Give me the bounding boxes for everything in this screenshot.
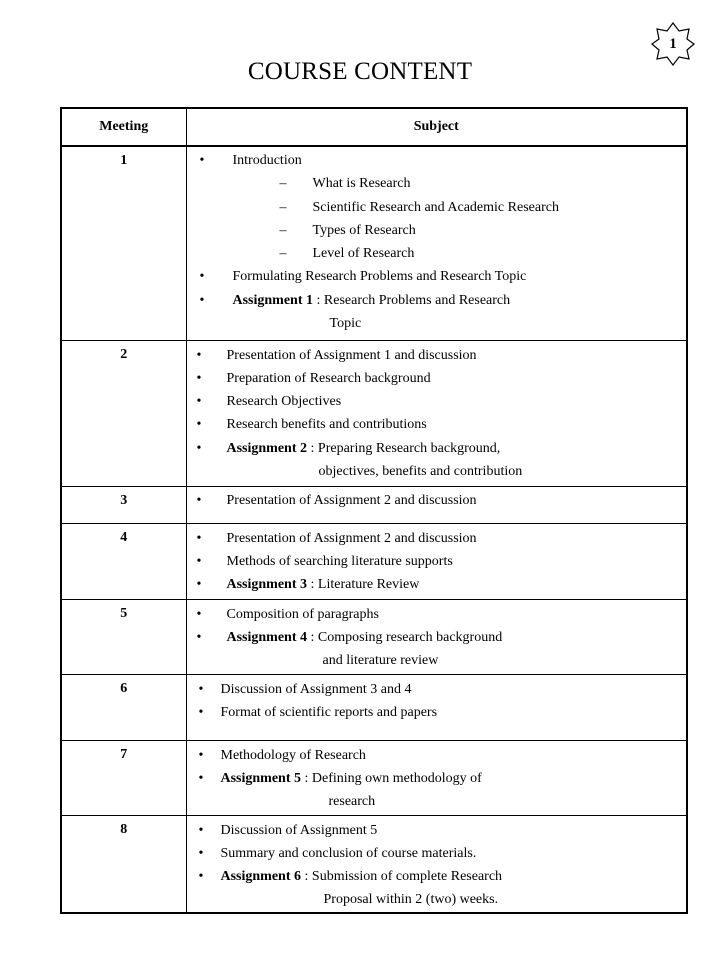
subject-cell [186,486,687,523]
table-row [61,340,687,486]
list-item: • Methodology of Research [221,744,687,767]
table-row [61,740,687,815]
course-content-table [60,107,688,914]
meeting-column-header: Meeting [61,108,186,146]
list-item: • Composition of paragraphs [227,603,687,626]
meeting-number: 1 [61,146,186,340]
list-item: • Assignment 2 : Preparing Research background, objectives, benefits and contribution [227,437,687,484]
subject-cell [186,340,687,486]
continuation-text: objectives, benefits and contribution [318,463,523,479]
assignment-label: Assignment 2 [226,440,308,456]
list-item: • Assignment 4 : Composing research background and literature review [227,626,687,673]
table-row [61,146,687,340]
meeting-number: 4 [61,523,186,599]
continuation-text: research [328,794,376,810]
list-item: • Assignment 6 : Submission of complete Research Proposal within 2 (two) weeks. [221,865,687,912]
sub-list-item: – What is Research [313,172,687,195]
table-row [61,599,687,674]
subject-cell [186,146,687,340]
subject-cell [186,523,687,599]
assignment-label: Assignment 1 [232,292,314,308]
list-item: • Summary and conclusion of course materials. [221,842,687,865]
meeting-number: 6 [61,674,186,740]
table-row [61,486,687,523]
list-item: • Presentation of Assignment 2 and discussion [227,527,687,550]
list-item: • Discussion of Assignment 3 and 4 [221,678,687,701]
meeting-number: 3 [61,486,186,523]
list-item: • Methods of searching literature supports [227,550,687,573]
list-item: • Formulating Research Problems and Research Topic [233,265,687,288]
page-title: COURSE CONTENT [247,58,473,85]
list-item: • Format of scientific reports and papers [221,701,687,724]
sub-list-item: – Level of Research [313,242,687,265]
assignment-label: Assignment 5 [220,770,302,786]
assignment-label: Assignment 6 [220,869,302,885]
page-number: 1 [669,36,677,52]
continuation-text: Topic [329,316,362,332]
table-header-row [61,108,687,146]
sub-list-item: – Types of Research [313,219,687,242]
table-row [61,674,687,740]
list-item: • Preparation of Research background [227,367,687,390]
list-item: • Assignment 5 : Defining own methodology of research [221,767,687,814]
meeting-number: 7 [61,740,186,815]
list-item: • Presentation of Assignment 1 and discussion [227,344,687,367]
list-item: • Research benefits and contributions [227,413,687,436]
subject-cell [186,599,687,674]
subject-cell [186,740,687,815]
list-item: • Presentation of Assignment 2 and discussion [227,489,687,512]
continuation-text: Proposal within 2 (two) weeks. [323,892,499,908]
list-item: • Research Objectives [227,390,687,413]
list-item: • Discussion of Assignment 5 [221,819,687,842]
subject-cell [186,815,687,913]
subject-column-header: Subject [186,108,687,146]
meeting-number: 8 [61,815,186,913]
assignment-label: Assignment 3 [226,577,308,593]
table-row [61,815,687,913]
assignment-label: Assignment 4 [226,629,308,645]
list-item: • Introduction – What is Research – Scientific Research and Academic Research – Types of Research – Level of Research [233,149,687,265]
meeting-number: 2 [61,340,186,486]
list-item: • Assignment 1 : Research Problems and Research Topic [233,289,687,336]
list-item: • Assignment 3 : Literature Review [227,573,687,596]
continuation-text: and literature review [322,653,439,669]
subject-cell [186,674,687,740]
sub-list-item: – Scientific Research and Academic Research [313,196,687,219]
meeting-number: 5 [61,599,186,674]
table-row [61,523,687,599]
